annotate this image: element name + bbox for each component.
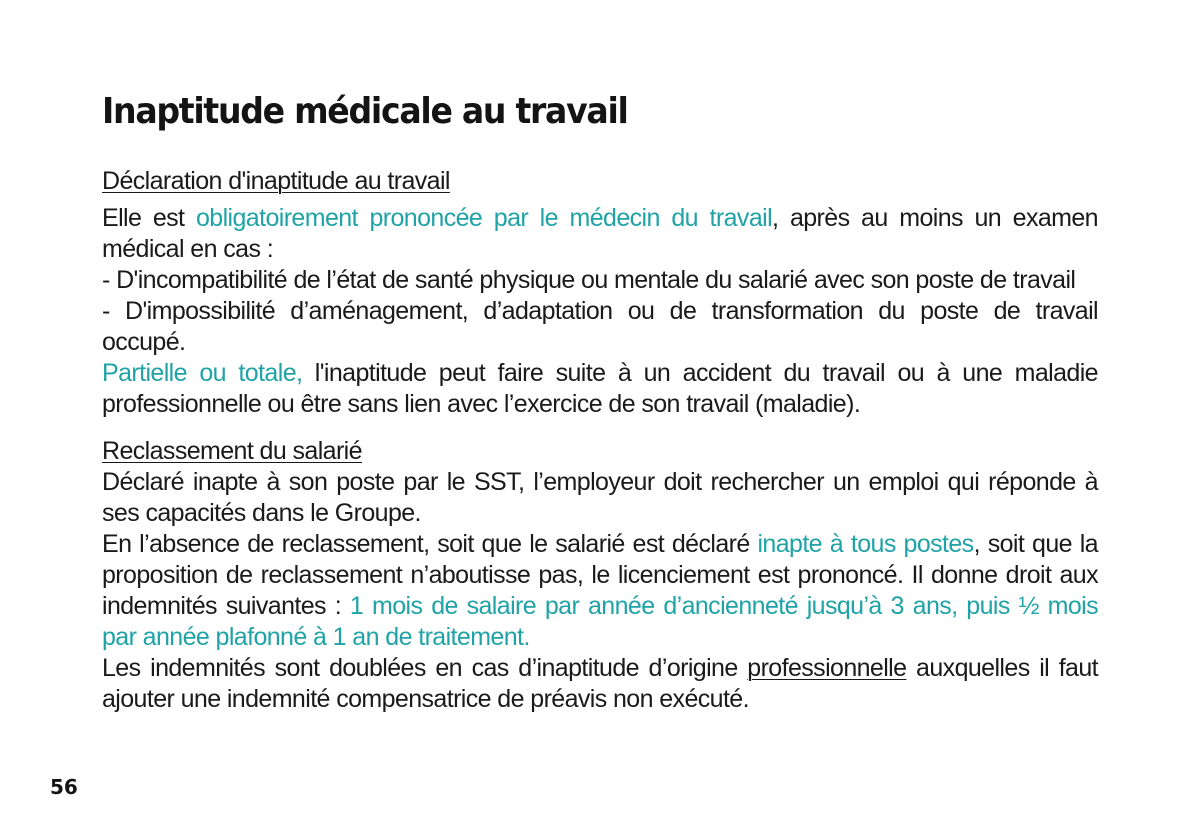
underlined-professionnelle: professionnelle	[747, 654, 907, 682]
text-run: l'inaptitude peut faire suite à un accident du travail ou à une maladie professionnelle ou être sans lien avec l’exercice de son travail (maladie).	[102, 359, 1098, 418]
paragraph-incompatibilite: - D'incompatibilité de l’état de santé physique ou mentale du salarié avec son poste de travail	[102, 266, 1076, 294]
text-run: Elle est	[102, 204, 196, 232]
highlight-medecin: obligatoirement prononcée par le médecin du travail	[195, 204, 773, 232]
paragraph-declaration-intro	[102, 203, 1098, 265]
paragraph-reclassement-intro: Déclaré inapte à son poste par le SST, l’employeur doit rechercher un emploi qui réponde à ses capacités dans le Groupe.	[102, 468, 1098, 527]
paragraph-indemnites-doublees	[102, 653, 1098, 715]
text-run: Les indemnités sont doublées en cas d’inaptitude d’origine	[102, 654, 748, 682]
text-run: En l’absence de reclassement, soit que le salarié est déclaré	[102, 530, 758, 558]
highlight-indemnites: 1 mois de salaire par année d’ancienneté jusqu’à 3 ans, puis ½ mois par année plafonné à 1 an de traitement.	[102, 592, 1099, 651]
section-reclassement	[102, 436, 1098, 715]
highlight-inapte: inapte à tous postes	[757, 530, 974, 558]
paragraph-impossibilite: - D'impossibilité d’aménagement, d’adaptation ou de transformation du poste de travail occupé.	[102, 297, 1098, 356]
section-declaration	[102, 166, 1098, 420]
text-run: , soit que la proposition de reclassement n’aboutisse pas, le licenciement est prononcé. Il donne droit aux indemnités suivantes :	[102, 530, 1098, 620]
page-number: 56	[50, 775, 78, 799]
paragraph-partielle	[102, 358, 1098, 420]
text-run: , après au moins un examen médical en cas :	[102, 204, 1098, 263]
text-run: auxquelles il faut ajouter une indemnité compensatrice de préavis non exécuté.	[102, 654, 1099, 713]
paragraph-licenciement	[102, 529, 1098, 653]
page-content	[102, 88, 1098, 715]
section-heading-reclassement: Reclassement du salarié	[102, 437, 362, 465]
page-title: Inaptitude médicale au travail	[102, 91, 628, 132]
section-heading-declaration: Déclaration d'inaptitude au travail	[102, 167, 450, 195]
highlight-partielle: Partielle ou totale,	[102, 359, 303, 387]
